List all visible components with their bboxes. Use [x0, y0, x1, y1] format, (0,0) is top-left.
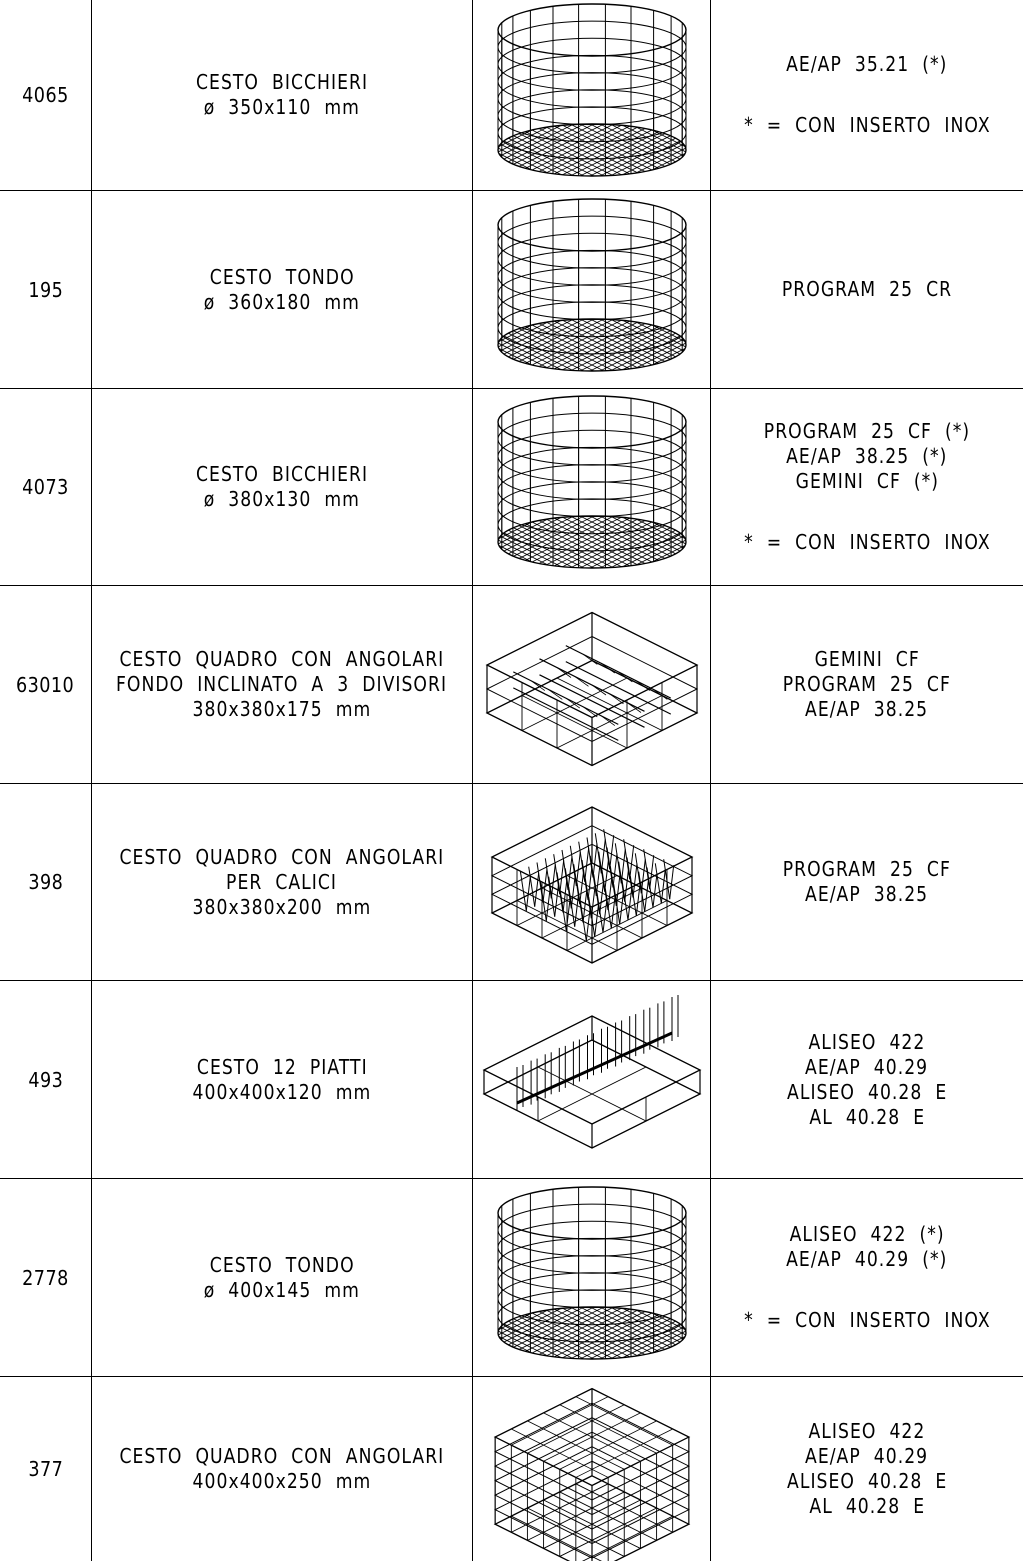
table-row	[0, 1377, 1023, 1561]
description-line: 400x400x120 mm	[192, 1079, 372, 1104]
description-line: 380x380x200 mm	[192, 894, 372, 919]
round-basket-icon	[477, 392, 707, 582]
description-cell	[92, 191, 473, 388]
compatible-model: AE/AP 38.25	[805, 882, 929, 906]
table-row	[0, 0, 1023, 191]
image-cell	[473, 1377, 711, 1561]
compatibility-list	[769, 857, 965, 907]
image-cell	[473, 389, 711, 585]
code-cell	[0, 1179, 92, 1376]
compatible-model: AL 40.28 E	[809, 1494, 925, 1518]
description-line: ø 400x145 mm	[203, 1277, 361, 1302]
description-line: FONDO INCLINATO A 3 DIVISORI	[116, 672, 448, 696]
compatible-model: PROGRAM 25 CF	[782, 857, 952, 881]
description-line: CESTO QUADRO CON ANGOLARI	[119, 647, 445, 671]
inclined-divider-basket-icon	[477, 590, 707, 780]
compatibility-cell	[711, 586, 1023, 783]
code-cell	[0, 981, 92, 1178]
compatibility-list	[769, 647, 965, 722]
article-code: 4065	[22, 83, 69, 107]
compatible-model: ALISEO 422 (*)	[789, 1222, 945, 1246]
description-line: ø 350x110 mm	[203, 95, 361, 119]
description-line: PER CALICI	[226, 869, 338, 894]
description-cell	[92, 1179, 473, 1376]
description-line: ø 380x130 mm	[203, 487, 361, 511]
description-line: CESTO BICCHIERI	[195, 462, 369, 486]
compatible-model: PROGRAM 25 CF	[782, 672, 952, 696]
description-cell	[92, 981, 473, 1178]
description-cell	[92, 0, 473, 190]
compatible-model: ALISEO 422	[808, 1419, 926, 1443]
image-cell	[473, 981, 711, 1178]
code-cell	[0, 191, 92, 388]
inox-insert-note: * = CON INSERTO INOX	[743, 113, 991, 137]
inox-insert-note: * = CON INSERTO INOX	[743, 1308, 991, 1332]
compatible-model: AE/AP 40.29	[805, 1054, 929, 1079]
code-cell	[0, 586, 92, 783]
code-cell	[0, 1377, 92, 1561]
image-cell	[473, 586, 711, 783]
table-row	[0, 586, 1023, 784]
code-cell	[0, 389, 92, 585]
description-line: CESTO QUADRO CON ANGOLARI	[119, 844, 445, 869]
description-line: CESTO TONDO	[209, 1252, 355, 1277]
compatible-model: GEMINI CF	[814, 647, 920, 671]
compatibility-list	[724, 419, 1011, 555]
article-code: 4073	[22, 475, 69, 499]
description-cell	[92, 784, 473, 980]
description-line: CESTO BICCHIERI	[195, 70, 369, 94]
table-row	[0, 784, 1023, 981]
compatible-model: AE/AP 40.29 (*)	[786, 1247, 948, 1271]
compatible-model: AE/AP 35.21 (*)	[786, 52, 948, 76]
image-cell	[473, 1179, 711, 1376]
code-cell	[0, 0, 92, 190]
description-cell	[92, 586, 473, 783]
table-row	[0, 981, 1023, 1179]
compatibility-list	[774, 1419, 960, 1519]
compatible-model: GEMINI CF (*)	[795, 469, 939, 493]
article-code: 493	[28, 1067, 63, 1092]
image-cell	[473, 784, 711, 980]
compatibility-list	[724, 1222, 1011, 1333]
glass-basket-icon	[477, 787, 707, 977]
compatibility-list	[774, 1030, 960, 1130]
compatible-model: AE/AP 40.29	[805, 1444, 929, 1468]
table-row	[0, 1179, 1023, 1377]
article-code: 377	[28, 1457, 63, 1481]
inox-insert-note: * = CON INSERTO INOX	[743, 530, 991, 554]
compatibility-cell	[711, 0, 1023, 190]
compatibility-cell	[711, 981, 1023, 1178]
compatibility-list	[768, 277, 966, 302]
image-cell	[473, 191, 711, 388]
compatible-model: AE/AP 38.25 (*)	[786, 444, 948, 468]
compatible-model: ALISEO 40.28 E	[786, 1079, 948, 1104]
compatibility-cell	[711, 784, 1023, 980]
compatibility-cell	[711, 389, 1023, 585]
description-line: CESTO 12 PIATTI	[196, 1054, 368, 1079]
article-code: 63010	[16, 672, 75, 697]
round-basket-icon	[477, 0, 707, 190]
compatible-model: ALISEO 40.28 E	[786, 1469, 948, 1493]
compatible-model: PROGRAM 25 CF (*)	[763, 419, 971, 443]
description-line: 400x400x250 mm	[192, 1469, 372, 1493]
round-basket-icon	[477, 1183, 707, 1373]
table-row	[0, 389, 1023, 586]
article-code: 2778	[22, 1265, 69, 1290]
compatible-model: PROGRAM 25 CR	[781, 277, 953, 301]
compatible-model: ALISEO 422	[808, 1029, 926, 1054]
compatibility-cell	[711, 191, 1023, 388]
compatible-model: AE/AP 38.25	[805, 697, 929, 721]
code-cell	[0, 784, 92, 980]
description-line: CESTO TONDO	[209, 264, 355, 289]
description-line: CESTO QUADRO CON ANGOLARI	[119, 1444, 445, 1468]
compatibility-cell	[711, 1179, 1023, 1376]
square-basket-icon	[477, 1377, 707, 1561]
compatibility-list	[724, 52, 1011, 138]
plate-basket-icon	[477, 985, 707, 1175]
compatible-model: AL 40.28 E	[809, 1104, 925, 1129]
description-line: 380x380x175 mm	[192, 697, 372, 721]
description-cell	[92, 1377, 473, 1561]
description-cell	[92, 389, 473, 585]
compatibility-cell	[711, 1377, 1023, 1561]
table-row	[0, 191, 1023, 389]
image-cell	[473, 0, 711, 190]
round-basket-icon	[477, 195, 707, 385]
article-code: 398	[28, 870, 63, 894]
description-line: ø 360x180 mm	[203, 289, 361, 314]
article-code: 195	[28, 277, 63, 302]
